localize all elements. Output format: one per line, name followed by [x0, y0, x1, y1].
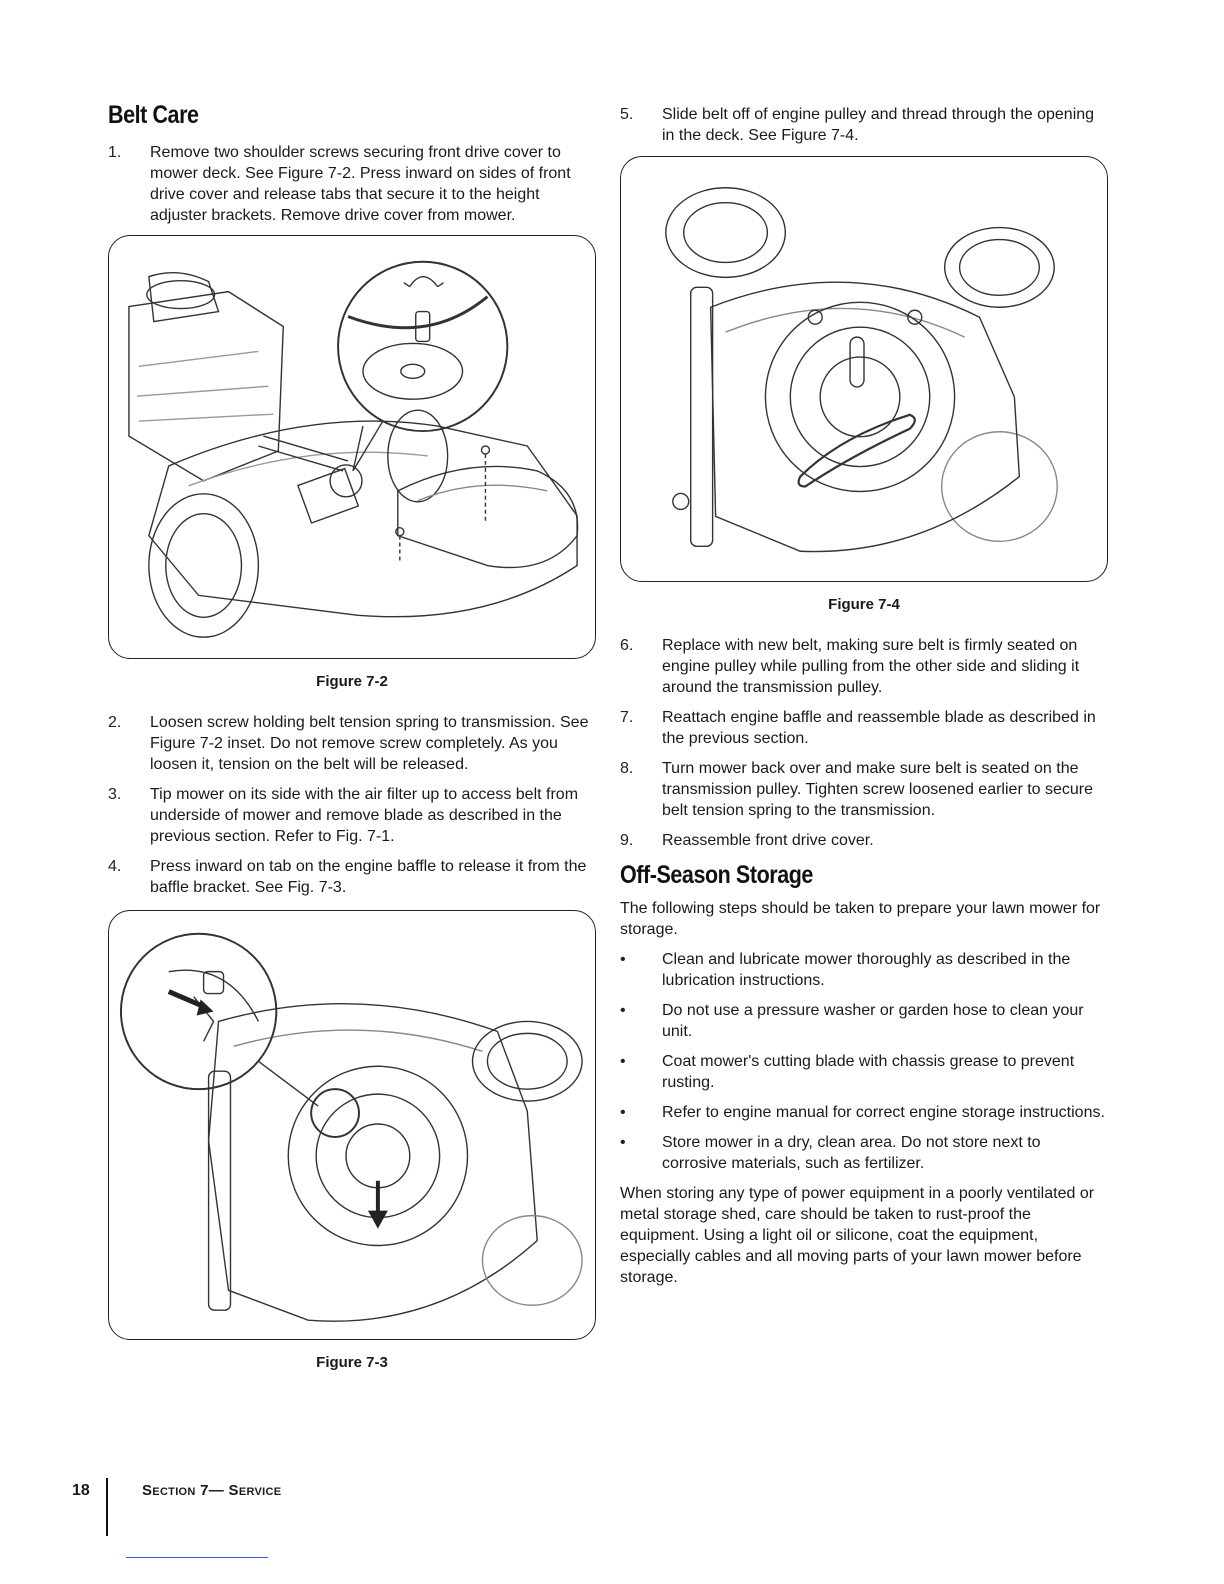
page-number: 18 [72, 1482, 90, 1499]
step-text: Replace with new belt, making sure belt is firmly seated on engine pulley while pulling from the other side and sliding it around the transmission pulley. [662, 637, 1080, 696]
bullet-mark: • [620, 1053, 626, 1070]
step-number: 7. [620, 709, 634, 726]
step-number: 1. [108, 144, 122, 161]
figure-7-2-illustration [108, 235, 596, 659]
bullet-mark: • [620, 1134, 626, 1151]
storage-bullet [620, 1102, 1108, 1123]
step-text: Slide belt off of engine pulley and thread through the opening in the deck. See Figure 7-4. [662, 106, 1095, 144]
figure-7-3-illustration [108, 910, 596, 1340]
bullet-mark: • [620, 1104, 626, 1121]
step-text: Loosen screw holding belt tension spring to transmission. See Figure 7-2 inset. Do not remove screw completely. As you loosen it, tension on the belt will be released. [150, 714, 589, 773]
step-number: 4. [108, 858, 122, 875]
step-8 [620, 758, 1108, 821]
step-1 [108, 142, 596, 226]
step-4 [108, 856, 596, 898]
bottom-link-underline [126, 1557, 268, 1558]
step-text: Tip mower on its side with the air filter up to access belt from underside of mower and remove blade as described in the previous section. Refer to Fig. 7-1. [150, 786, 579, 845]
step-text: Reassemble front drive cover. [662, 832, 874, 849]
off-season-storage-heading: Off-Season Storage [620, 861, 813, 889]
storage-bullet [620, 1000, 1108, 1042]
step-7 [620, 707, 1108, 749]
step-number: 3. [108, 786, 122, 803]
right-column [620, 104, 1108, 1297]
bullet-text: Clean and lubricate mower thoroughly as described in the lubrication instructions. [662, 951, 1071, 989]
step-text: Turn mower back over and make sure belt is seated on the transmission pulley. Tighten screw loosened earlier to secure belt tension spring to the transmission. [662, 760, 1094, 819]
figure-7-3-caption: Figure 7-3 [316, 1354, 388, 1371]
step-text: Reattach engine baffle and reassemble blade as described in the previous section. [662, 709, 1096, 747]
figure-7-2-caption: Figure 7-2 [316, 673, 388, 690]
step-5 [620, 104, 1108, 146]
bullet-mark: • [620, 951, 626, 968]
storage-closing: When storing any type of power equipment in a poorly ventilated or metal storage shed, care should be taken to rust-proof the equipment. Using a light oil or silicone, coat the equipment, especially cables and all moving parts of your lawn mower before storage. [620, 1185, 1095, 1286]
bullet-text: Coat mower's cutting blade with chassis grease to prevent rusting. [662, 1053, 1075, 1091]
footer-divider [106, 1478, 108, 1536]
step-text: Remove two shoulder screws securing front drive cover to mower deck. See Figure 7-2. Press inward on sides of front drive cover and release tabs that secure it to the height adjuster brackets. Remove drive cover from mower. [150, 144, 571, 224]
step-6 [620, 635, 1108, 698]
step-number: 8. [620, 760, 634, 777]
bullet-text: Refer to engine manual for correct engine storage instructions. [662, 1104, 1105, 1121]
bullet-mark: • [620, 1002, 626, 1019]
storage-bullet [620, 949, 1108, 991]
step-number: 9. [620, 832, 634, 849]
bullet-text: Do not use a pressure washer or garden hose to clean your unit. [662, 1002, 1084, 1040]
belt-care-heading: Belt Care [108, 101, 199, 129]
storage-bullet [620, 1051, 1108, 1093]
step-2 [108, 712, 596, 775]
bullet-text: Store mower in a dry, clean area. Do not store next to corrosive materials, such as fertilizer. [662, 1134, 1041, 1172]
step-text: Press inward on tab on the engine baffle to release it from the baffle bracket. See Fig. 7-3. [150, 858, 587, 896]
figure-7-4-caption: Figure 7-4 [828, 596, 900, 613]
left-column [108, 100, 596, 1393]
step-9 [620, 830, 1108, 851]
figure-7-4-illustration [620, 156, 1108, 582]
step-number: 5. [620, 106, 634, 123]
section-label: Section 7— Service [142, 1482, 282, 1499]
storage-bullet [620, 1132, 1108, 1174]
step-number: 6. [620, 637, 634, 654]
step-3 [108, 784, 596, 847]
storage-intro: The following steps should be taken to prepare your lawn mower for storage. [620, 900, 1101, 938]
step-number: 2. [108, 714, 122, 731]
